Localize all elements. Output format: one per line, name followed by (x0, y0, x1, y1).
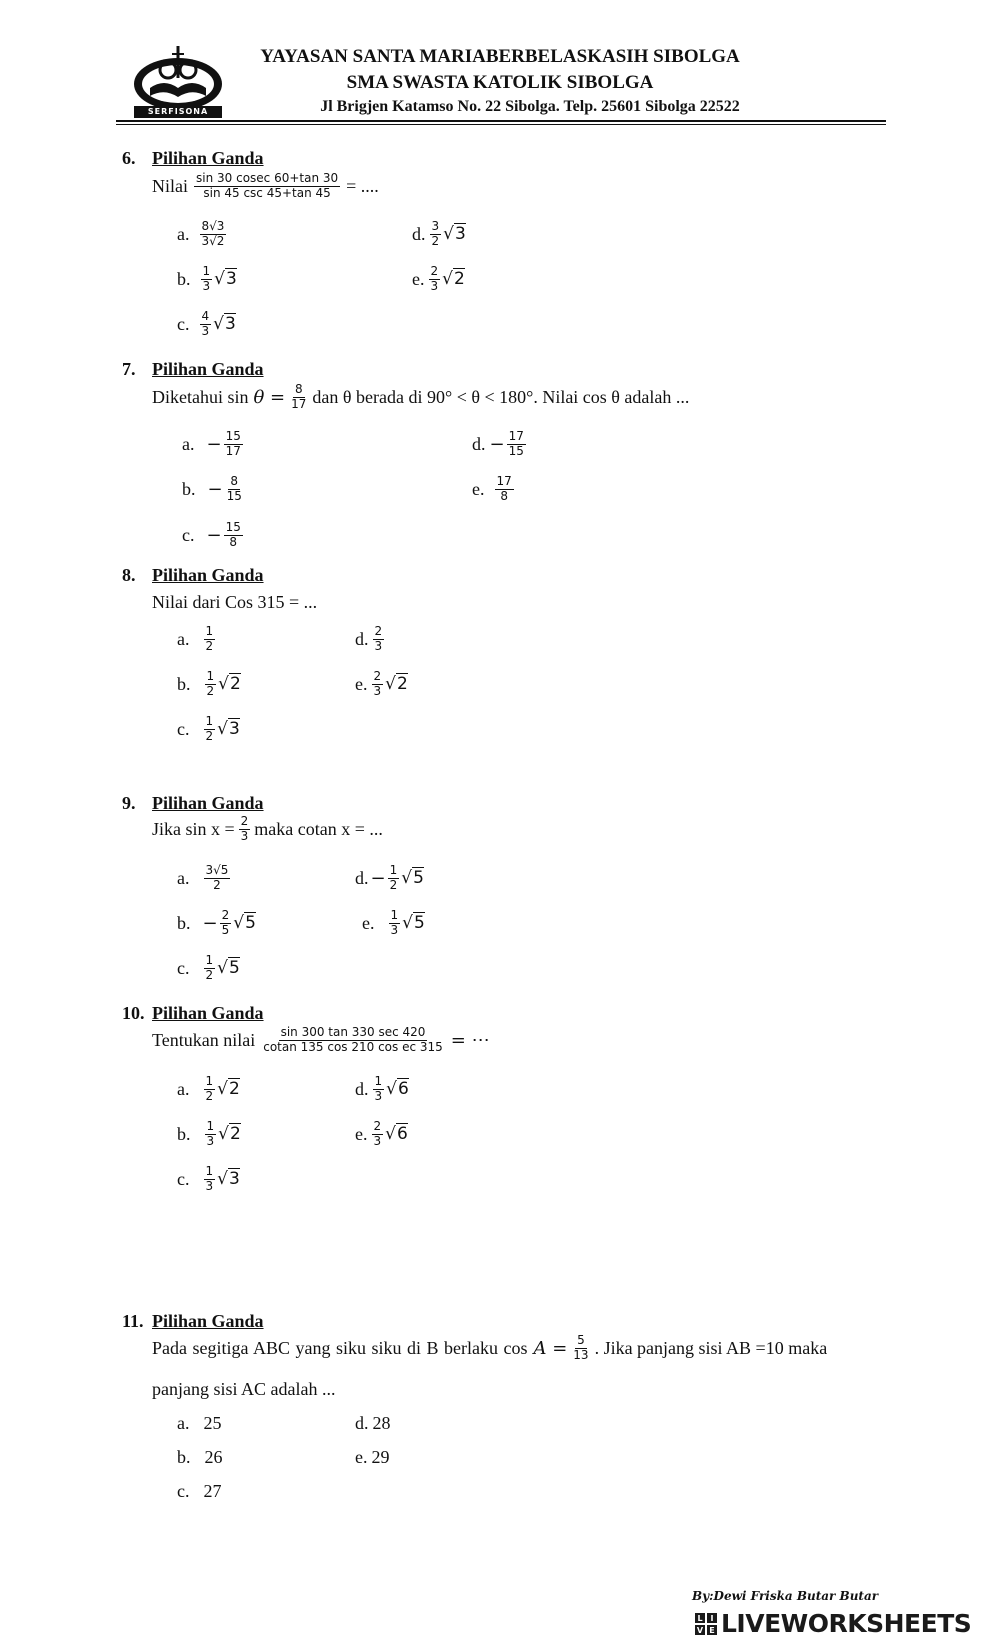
fraction-numerator: 15 (225, 520, 241, 534)
option-label: b. (177, 1447, 191, 1467)
fraction-denominator: 2 (205, 728, 214, 743)
option-a[interactable] (177, 625, 217, 654)
option-b[interactable] (177, 909, 256, 938)
fraction-numerator: 2 (374, 624, 383, 638)
fraction-numerator: 1 (390, 908, 399, 922)
sign: − (207, 478, 223, 500)
fraction-numerator: 8 (294, 382, 303, 396)
square-root: √2 (218, 1124, 241, 1145)
option-label: b. (182, 478, 196, 499)
option-c[interactable] (177, 1481, 222, 1502)
option-d[interactable] (472, 430, 528, 459)
option-value: 25 (203, 1413, 222, 1433)
fraction-denominator: 15 (508, 443, 524, 458)
fraction-numerator: 1 (374, 1074, 383, 1088)
fraction-denominator: 2 (205, 1088, 214, 1103)
brand-text: LIVEWORKSHEETS (721, 1609, 972, 1638)
stem-text: Pada segitiga ABC yang siku siku di B berlaku cos (152, 1337, 528, 1358)
option-b[interactable] (177, 1120, 241, 1149)
option-label: e. (412, 268, 425, 289)
option-label: c. (177, 1168, 190, 1189)
svg-text:V: V (696, 1625, 704, 1635)
square-root: √2 (218, 674, 241, 695)
fraction-numerator: 1 (205, 714, 214, 728)
square-root: √5 (402, 913, 425, 934)
liveworksheets-logo-icon (694, 1612, 718, 1636)
option-label: d. (355, 1078, 369, 1099)
fraction-numerator: 1 (389, 863, 398, 877)
square-root: √3 (443, 224, 466, 245)
square-root: √3 (217, 1169, 240, 1190)
option-label: c. (177, 957, 190, 978)
fraction-denominator: sin 45 csc 45+tan 45 (203, 185, 331, 200)
option-label: a. (177, 1413, 190, 1433)
option-b[interactable] (177, 1447, 223, 1468)
fraction-denominator: 2 (205, 638, 214, 653)
stem-text: Tentukan nilai (152, 1029, 256, 1050)
question-stem: Nilai dari Cos 315 = ... (152, 592, 318, 612)
option-label: d. (355, 1413, 369, 1433)
option-c[interactable] (182, 521, 245, 550)
option-label: e. (362, 912, 375, 933)
stem-math: θ = (253, 386, 286, 408)
fraction-denominator: 3 (430, 278, 439, 293)
option-label: a. (177, 1078, 190, 1099)
fraction-denominator: 3 (373, 1133, 382, 1148)
option-label: c. (177, 313, 190, 334)
stem-text: Jika sin x = (152, 818, 235, 839)
fraction-numerator: 1 (205, 1164, 214, 1178)
svg-text:L: L (697, 1613, 703, 1623)
option-d[interactable] (355, 864, 424, 893)
fraction-numerator: 5 (577, 1333, 585, 1347)
question-title: Pilihan Ganda (152, 148, 264, 168)
option-a[interactable] (182, 430, 245, 459)
option-d[interactable] (355, 1075, 409, 1104)
option-a[interactable] (177, 864, 232, 893)
option-label: c. (182, 524, 195, 545)
fraction-denominator: 3 (373, 683, 382, 698)
square-root: √3 (213, 314, 236, 335)
sign: − (202, 912, 218, 934)
author-credit: By:Dewi Friska Butar Butar (692, 1589, 879, 1603)
fraction-denominator: 3 (374, 1088, 383, 1103)
question-number: 6. (122, 148, 136, 168)
option-label: a. (177, 867, 190, 888)
fraction-numerator: 15 (225, 429, 241, 443)
option-value: 26 (204, 1447, 223, 1467)
fraction-denominator: 17 (291, 396, 307, 411)
stem-fraction (289, 383, 308, 412)
fraction-numerator: 3 (431, 219, 440, 233)
fraction-denominator: 3 (202, 278, 211, 293)
option-value: 29 (371, 1447, 390, 1467)
fraction-denominator: 3 (201, 323, 210, 338)
stem-fraction (571, 1334, 590, 1363)
stem-fraction (261, 1026, 445, 1055)
svg-text:I: I (710, 1613, 714, 1623)
fraction-numerator: 4 (201, 309, 210, 323)
square-root: √6 (385, 1124, 408, 1145)
stem-text: = .... (346, 175, 379, 196)
fraction-numerator: 1 (206, 669, 215, 683)
fraction-denominator: 3 (205, 1178, 214, 1193)
fraction-denominator: 17 (225, 443, 241, 458)
option-label: b. (177, 673, 191, 694)
foundation-name: YAYASAN SANTA MARIABERBELASKASIH SIBOLGA (260, 46, 740, 67)
square-root: √3 (214, 269, 237, 290)
fraction-denominator: cotan 135 cos 210 cos ec 315 (263, 1039, 443, 1054)
option-e[interactable] (472, 475, 516, 504)
fraction-numerator: 1 (205, 624, 214, 638)
option-c[interactable] (177, 715, 240, 744)
question-stem-line-2: panjang sisi AC adalah ... (152, 1379, 336, 1399)
option-c[interactable] (177, 954, 240, 983)
option-label: e. (355, 1447, 368, 1467)
fraction-denominator: 8 (500, 488, 508, 503)
fraction-denominator: 3 (206, 1133, 215, 1148)
logo-text: SERFISONA (147, 107, 209, 116)
option-label: e. (355, 673, 368, 694)
option-value: 28 (372, 1413, 391, 1433)
question-stem (152, 1334, 887, 1363)
option-d[interactable] (412, 220, 466, 249)
option-b[interactable] (177, 265, 237, 294)
fraction-denominator: 2 (431, 233, 440, 248)
square-root: √2 (385, 674, 408, 695)
option-b[interactable] (177, 670, 241, 699)
option-label: a. (177, 628, 190, 649)
option-d[interactable] (355, 1413, 391, 1434)
fraction-numerator: 2 (240, 814, 249, 828)
option-e[interactable] (355, 670, 408, 699)
option-b[interactable] (182, 475, 246, 504)
fraction-numerator: 17 (508, 429, 524, 443)
option-c[interactable] (177, 1165, 240, 1194)
fraction-numerator: sin 300 tan 330 sec 420 (280, 1025, 426, 1039)
fraction-numerator: 1 (202, 264, 211, 278)
option-e[interactable] (355, 1120, 408, 1149)
question-title: Pilihan Ganda (152, 1003, 264, 1023)
stem-math: A = (533, 1337, 568, 1359)
fraction-numerator: 2 (373, 669, 382, 683)
option-label: d. (355, 867, 369, 888)
option-a[interactable] (177, 1075, 240, 1104)
header-rule-thin (116, 124, 886, 125)
school-name: SMA SWASTA KATOLIK SIBOLGA (346, 72, 654, 93)
question-stem (152, 1026, 490, 1055)
option-label: d. (412, 223, 426, 244)
option-label: a. (182, 433, 195, 454)
option-label: d. (472, 433, 486, 454)
fraction-denominator: 3 (390, 922, 399, 937)
question-title: Pilihan Ganda (152, 565, 264, 585)
fraction-denominator: 15 (226, 488, 242, 503)
option-label: b. (177, 1123, 191, 1144)
square-root: √6 (386, 1079, 409, 1100)
option-d[interactable] (355, 625, 386, 654)
school-address: Jl Brigjen Katamso No. 22 Sibolga. Telp. 25601 Sibolga 22522 (320, 98, 740, 115)
question-number: 10. (122, 1003, 145, 1023)
stem-text: dan θ berada di 90° < θ < 180°. Nilai cos θ adalah ... (312, 386, 690, 407)
fraction-denominator: 3 (240, 828, 249, 843)
square-root: √5 (217, 958, 240, 979)
sign: − (489, 433, 505, 455)
fraction-denominator: 3√2 (201, 233, 225, 248)
fraction-denominator: 2 (206, 683, 215, 698)
fraction-denominator: 13 (573, 1347, 589, 1362)
svg-text:E: E (709, 1625, 715, 1635)
square-root: √2 (442, 269, 465, 290)
option-label: e. (355, 1123, 368, 1144)
fraction-denominator: 2 (213, 877, 221, 892)
stem-text: = ⋯ (450, 1029, 490, 1051)
option-e[interactable] (412, 265, 465, 294)
option-label: e. (472, 478, 485, 499)
option-label: b. (177, 912, 191, 933)
option-label: b. (177, 268, 191, 289)
question-number: 7. (122, 359, 136, 379)
option-c[interactable] (177, 310, 236, 339)
question-number: 11. (122, 1311, 144, 1331)
stem-fraction (239, 815, 251, 844)
option-e[interactable] (355, 1447, 390, 1468)
fraction-numerator: 17 (496, 474, 512, 488)
fraction-numerator: 8 (230, 474, 239, 488)
fraction-denominator: 2 (389, 877, 398, 892)
fraction-numerator: 2 (430, 264, 439, 278)
square-root: √2 (217, 1079, 240, 1100)
square-root: √5 (401, 868, 424, 889)
stem-text: . Jika panjang sisi AB =10 maka (594, 1337, 828, 1358)
fraction-denominator: 5 (221, 922, 230, 937)
question-stem (152, 383, 689, 412)
option-label: c. (177, 1481, 190, 1501)
sign: − (206, 524, 222, 546)
stem-fraction (194, 172, 340, 201)
fraction-denominator: 3 (374, 638, 383, 653)
option-e[interactable] (362, 909, 425, 938)
fraction-numerator: 1 (205, 953, 214, 967)
stem-text: maka cotan x = ... (254, 818, 383, 839)
fraction-denominator: 8 (229, 534, 238, 549)
question-title: Pilihan Ganda (152, 1311, 264, 1331)
question-stem (152, 172, 379, 201)
sign: − (206, 433, 222, 455)
stem-text: Diketahui sin (152, 386, 249, 407)
option-label: a. (177, 223, 190, 244)
option-label: d. (355, 628, 369, 649)
fraction-numerator: 1 (206, 1119, 215, 1133)
school-logo (130, 44, 226, 120)
option-value: 27 (203, 1481, 222, 1501)
fraction-denominator: 2 (205, 967, 214, 982)
option-a[interactable] (177, 220, 228, 249)
stem-text: Nilai (152, 175, 188, 196)
fraction-numerator: 8√3 (201, 219, 225, 233)
question-stem (152, 815, 383, 844)
question-number: 9. (122, 793, 136, 813)
square-root: √5 (233, 913, 256, 934)
sign: − (370, 867, 386, 889)
question-title: Pilihan Ganda (152, 359, 264, 379)
fraction-numerator: 1 (205, 1074, 214, 1088)
header-rule-thick (116, 120, 886, 122)
fraction-numerator: 2 (373, 1119, 382, 1133)
fraction-numerator: 3√5 (205, 863, 229, 877)
fraction-numerator: sin 30 cosec 60+tan 30 (196, 171, 339, 185)
fraction-numerator: 2 (221, 908, 230, 922)
question-title: Pilihan Ganda (152, 793, 264, 813)
liveworksheets-brand[interactable] (694, 1609, 971, 1638)
option-a[interactable] (177, 1413, 222, 1434)
option-label: c. (177, 718, 190, 739)
question-number: 8. (122, 565, 136, 585)
square-root: √3 (217, 719, 240, 740)
